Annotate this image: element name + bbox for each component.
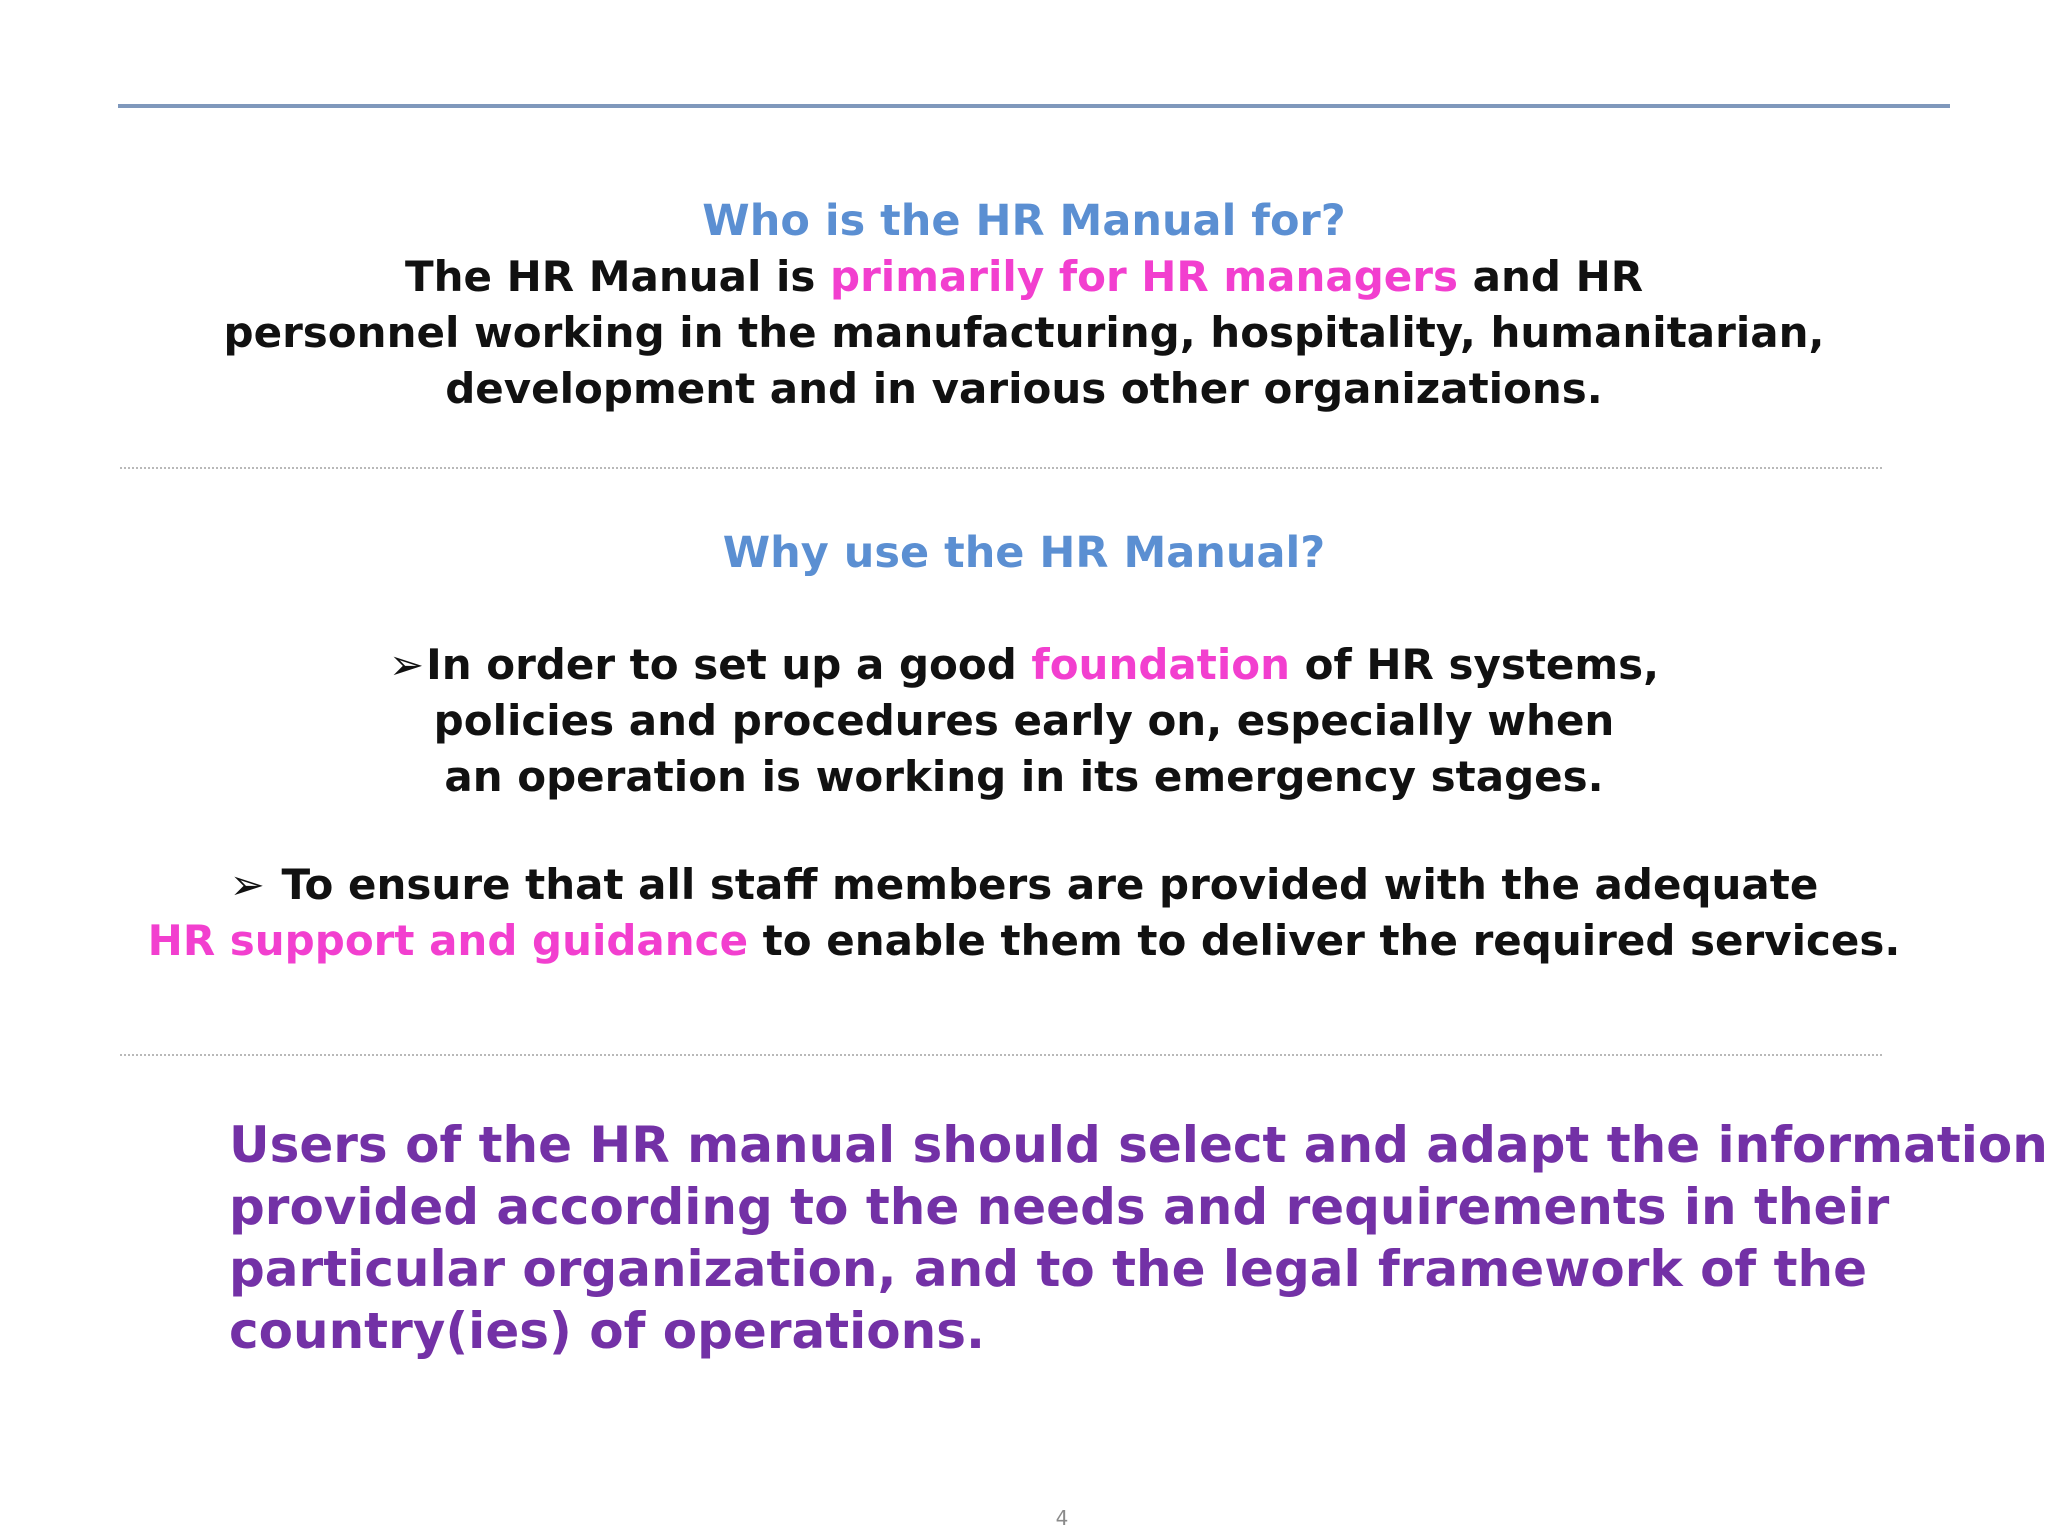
closing-statement [229, 1114, 2048, 1362]
why-bullet-1-line-3: an operation is working in its emergency stages. [444, 752, 1604, 801]
page-number: 4 [1055, 1506, 1069, 1530]
why-section [0, 526, 2048, 581]
who-line-1-pre: The HR Manual is [404, 252, 831, 301]
who-line-1 [0, 249, 2048, 305]
why-bullet-2 [0, 857, 2048, 969]
closing-line-2: provided according to the needs and requirements in their [229, 1178, 1890, 1236]
why-bullet-1-line-1 [0, 637, 2048, 693]
why-bullet-1-pre: In order to set up a good [426, 640, 1032, 689]
closing-line-4: country(ies) of operations. [229, 1302, 985, 1360]
who-line-1-highlight: primarily for HR managers [830, 252, 1459, 301]
who-heading: Who is the HR Manual for? [702, 196, 1346, 246]
divider-2 [120, 1054, 1882, 1056]
closing-line-1: Users of the HR manual should select and adapt the information [229, 1116, 2048, 1174]
closing-line-3: particular organization, and to the legal framework of the [229, 1240, 1867, 1298]
why-bullet-2-post: to enable them to deliver the required services. [748, 916, 1901, 965]
who-line-2: personnel working in the manufacturing, hospitality, humanitarian, [223, 308, 1825, 357]
why-bullet-2-text: To ensure that all staff members are provided with the adequate [266, 860, 1819, 909]
why-bullet-1-highlight: foundation [1031, 640, 1290, 689]
divider-1 [120, 467, 1882, 469]
arrow-bullet-icon: ➢ [388, 640, 425, 689]
why-bullet-1-post: of HR systems, [1289, 640, 1660, 689]
who-section [0, 194, 2048, 417]
why-bullet-1 [0, 637, 2048, 805]
why-bullet-2-line-1 [0, 857, 2048, 913]
why-bullet-2-line-2 [0, 913, 2048, 969]
why-heading: Why use the HR Manual? [722, 528, 1326, 578]
arrow-bullet-icon: ➢ [229, 860, 265, 909]
who-line-3: development and in various other organizations. [445, 364, 1603, 413]
why-bullet-1-line-2: policies and procedures early on, especially when [433, 696, 1615, 745]
who-line-1-post: and HR [1458, 252, 1644, 301]
why-bullet-2-highlight: HR support and guidance [147, 916, 749, 965]
top-rule [118, 104, 1950, 108]
